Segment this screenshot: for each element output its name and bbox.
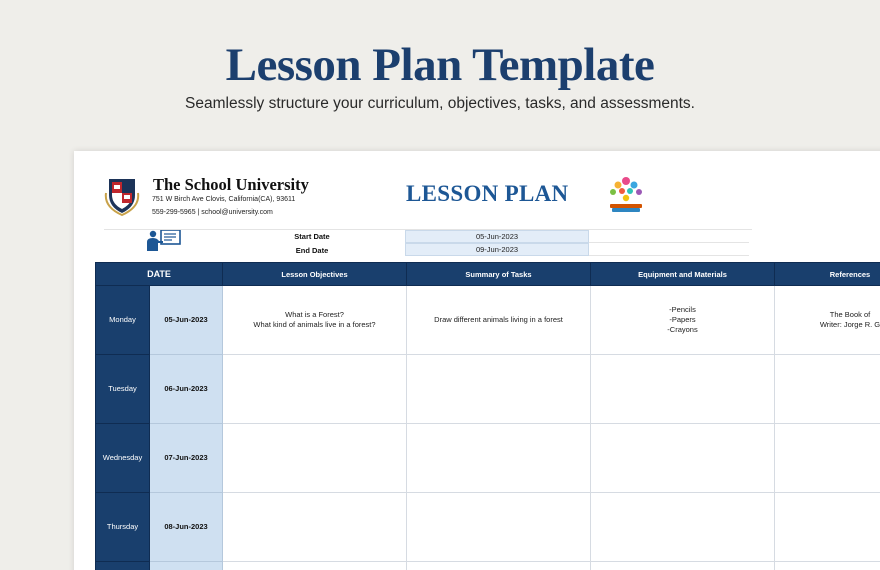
- date-cell[interactable]: 08-Jun-2023: [150, 493, 223, 562]
- school-crest-icon: [100, 173, 144, 217]
- references-cell[interactable]: [775, 562, 880, 570]
- school-address: 751 W Birch Ave Clovis, California(CA), 93611: [152, 196, 296, 203]
- equipment-cell[interactable]: [591, 286, 775, 355]
- day-cell: Wednesday: [96, 424, 150, 493]
- summary-cell[interactable]: [407, 562, 591, 570]
- objectives-cell[interactable]: [223, 286, 407, 355]
- table-row: [96, 493, 880, 562]
- header-references: References: [775, 263, 880, 286]
- equipment-item: -Crayons: [667, 325, 698, 334]
- day-cell: Tuesday: [96, 355, 150, 424]
- lesson-plan-sheet: [74, 151, 880, 570]
- objectives-cell[interactable]: [223, 355, 407, 424]
- lesson-plan-title: LESSON PLAN: [406, 181, 569, 206]
- date-cell[interactable]: [150, 562, 223, 570]
- objective-line: What kind of animals live in a forest?: [253, 320, 376, 329]
- equipment-cell[interactable]: [591, 493, 775, 562]
- school-name: The School University: [153, 175, 309, 194]
- references-cell[interactable]: [775, 424, 880, 493]
- objectives-cell[interactable]: [223, 562, 407, 570]
- table-row: [96, 355, 880, 424]
- header-date: DATE: [96, 263, 223, 286]
- table-row: [96, 562, 880, 570]
- header-summary: Summary of Tasks: [407, 263, 591, 286]
- teacher-board-icon: [146, 228, 182, 252]
- objectives-cell[interactable]: [223, 493, 407, 562]
- equipment-cell[interactable]: [591, 562, 775, 570]
- references-cell[interactable]: [775, 493, 880, 562]
- equipment-cell[interactable]: [591, 424, 775, 493]
- day-cell: [96, 562, 150, 570]
- end-date-label: End Date: [295, 246, 329, 255]
- start-date-field[interactable]: 05-Jun-2023: [405, 230, 589, 243]
- reference-line: Writer: Jorge R. G: [819, 320, 880, 329]
- header-objectives: Lesson Objectives: [223, 263, 407, 286]
- school-contact: 559-299-5965 | school@university.com: [152, 209, 273, 216]
- objective-line: What is a Forest?: [285, 310, 344, 319]
- end-date-spacer: [589, 243, 749, 256]
- references-cell[interactable]: [775, 355, 880, 424]
- date-cell[interactable]: 05-Jun-2023: [150, 286, 223, 355]
- equipment-item: -Pencils: [669, 305, 696, 314]
- objectives-cell[interactable]: [223, 424, 407, 493]
- references-cell[interactable]: [775, 286, 880, 355]
- summary-cell[interactable]: [407, 355, 591, 424]
- books-icon: [604, 175, 648, 215]
- table-header-row: [96, 263, 880, 286]
- day-cell: Monday: [96, 286, 150, 355]
- summary-cell[interactable]: [407, 424, 591, 493]
- reference-line: The Book of: [829, 310, 871, 319]
- page-title: Lesson Plan Template: [225, 39, 655, 91]
- lesson-table: [95, 262, 880, 570]
- end-date-field[interactable]: 09-Jun-2023: [405, 243, 589, 256]
- table-row: [96, 286, 880, 355]
- table-row: [96, 424, 880, 493]
- summary-cell[interactable]: [407, 493, 591, 562]
- page-subtitle: Seamlessly structure your curriculum, objectives, tasks, and assessments.: [185, 95, 695, 112]
- date-cell[interactable]: 07-Jun-2023: [150, 424, 223, 493]
- summary-cell[interactable]: Draw different animals living in a forest: [407, 286, 591, 355]
- equipment-cell[interactable]: [591, 355, 775, 424]
- start-date-spacer: [589, 230, 749, 243]
- date-cell[interactable]: 06-Jun-2023: [150, 355, 223, 424]
- header-equipment: Equipment and Materials: [591, 263, 775, 286]
- start-date-label: Start Date: [294, 232, 330, 241]
- equipment-item: -Papers: [669, 315, 696, 324]
- day-cell: Thursday: [96, 493, 150, 562]
